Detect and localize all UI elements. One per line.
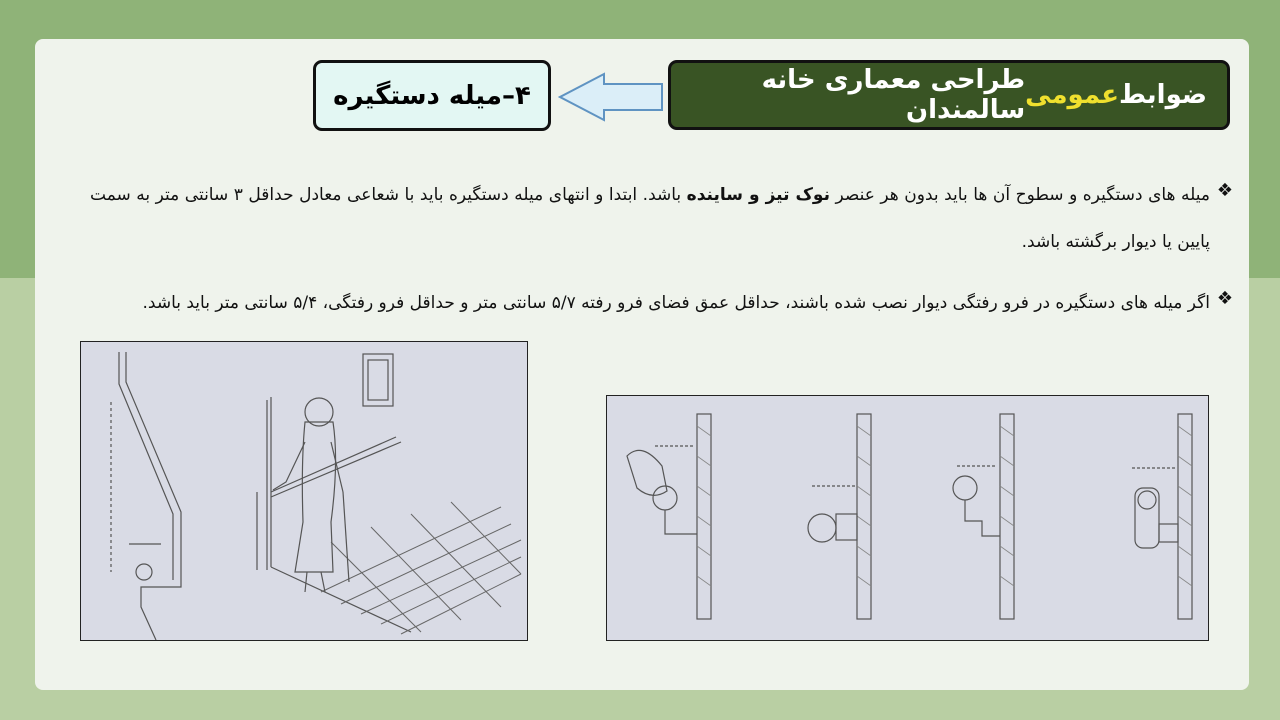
title-part2: طراحی معماری خانه سالمندان <box>761 65 1026 125</box>
bullet-2-text: اگر میله های دستگیره در فرو رفتگی دیوار نصب شده باشند، حداقل عمق فضای فرو رفته ۵/۷ سانتی متر و حداقل فرو رفتگی، ۵/۴ سانتی متر باید باشد. <box>142 293 1210 313</box>
handrail-user-illustration <box>80 341 528 641</box>
bullet-1-text-a: میله های دستگیره و سطوح آن ها باید بدون هر عنصر <box>829 185 1211 205</box>
title-part1: ضوابط <box>1119 80 1207 110</box>
left-arrow-icon <box>558 72 664 122</box>
slide-title <box>668 60 1230 130</box>
bullet-1-bold: نوک تیز و ساینده <box>686 185 830 205</box>
four-diamond-bullet-icon: ❖ <box>1216 288 1233 309</box>
section-heading <box>313 60 551 131</box>
bullet-1-text-b: باشد. ابتدا و انتهای میله دستگیره باید با شعاعی معادل حداقل ۳ سانتی متر به سمت پایین یا دیوار برگشته باشد. <box>90 185 1210 252</box>
section-label: ۴–میله دستگیره <box>333 80 531 111</box>
title-highlight: عمومی <box>1025 80 1120 110</box>
bullet-2 <box>90 280 1210 327</box>
bullet-1 <box>90 172 1210 266</box>
handrail-sections-illustration <box>606 395 1209 641</box>
four-diamond-bullet-icon: ❖ <box>1216 180 1233 201</box>
